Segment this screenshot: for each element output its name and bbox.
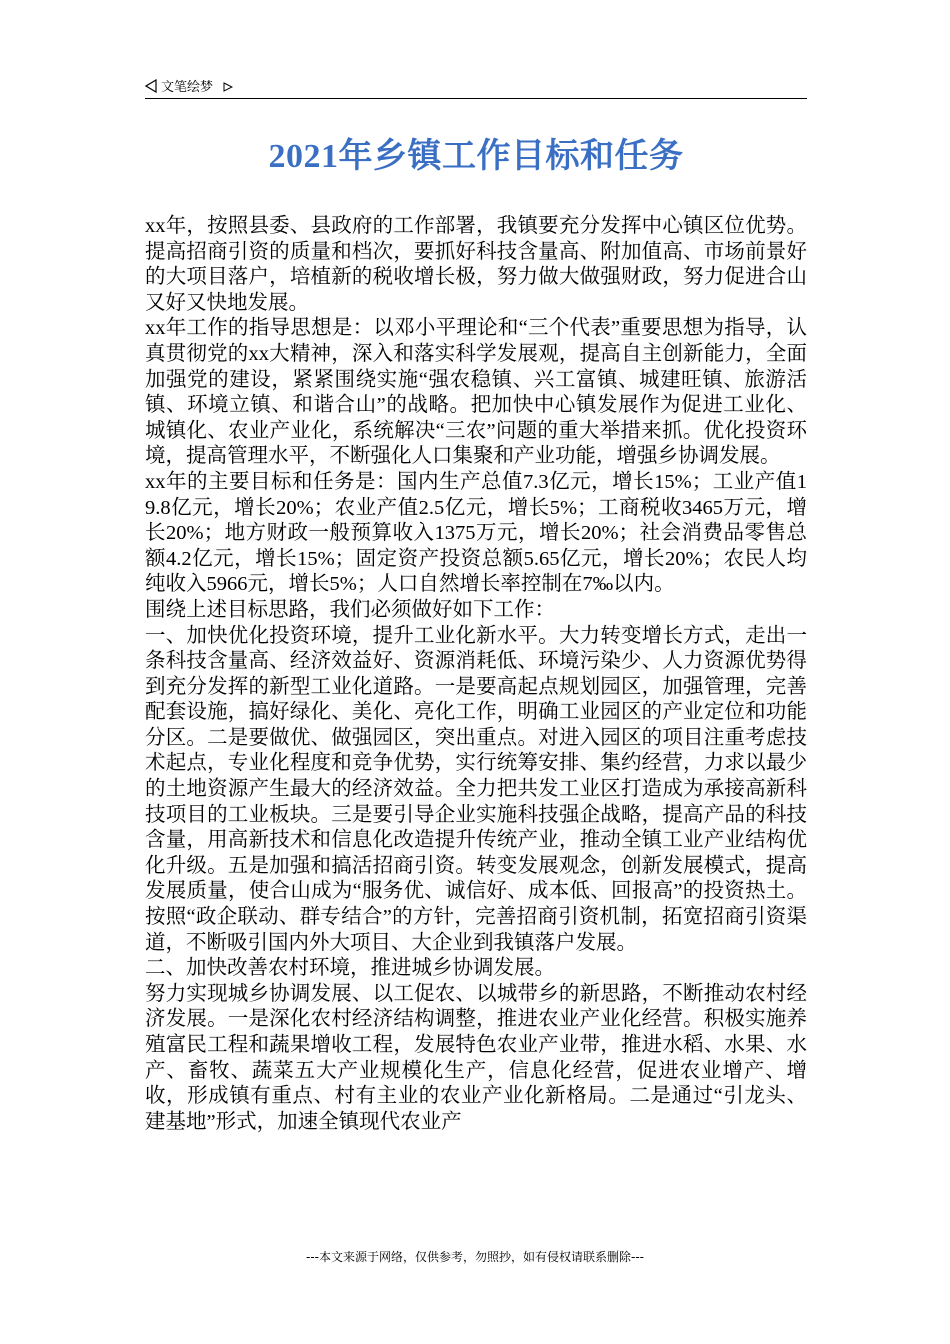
triangle-left-icon bbox=[145, 79, 157, 93]
paragraph: 努力实现城乡协调发展、以工促农、以城带乡的新思路，不断推动农村经济发展。一是深化农村经济结构调整，推进农业产业化经营。积极实施养殖富民工程和蔬果增收工程，发展特色农业产业带，推进水稻、水果、水产、畜牧、蔬菜五大产业规模化生产，信息化经营，促进农业增产、增收，形成镇有重点、村有主业的农业产业化新格局。二是通过“引龙头、建基地”形式，加速全镇现代农业产 bbox=[145, 982, 807, 1133]
paragraph: xx年，按照县委、县政府的工作部署，我镇要充分发挥中心镇区位优势。提高招商引资的质量和档次，要抓好科技含量高、附加值高、市场前景好的大项目落户，培植新的税收增长极，努力做大做强财政，努力促进合山又好又快地发展。 bbox=[145, 215, 807, 314]
paragraph: xx年的主要目标和任务是：国内生产总值7.3亿元，增长15%；工业产值19.8亿元，增长20%；农业产值2.5亿元，增长5%；工商税收3465万元，增长20%；地方财政一般预算收入1375万元，增长20%；社会消费品零售总额4.2亿元，增长15%；固定资产投资总额5.65亿元，增长20%；农民人均纯收入5966元，增长5%；人口自然增长率控制在7‰以内。 bbox=[145, 470, 807, 596]
document-body bbox=[145, 214, 807, 1135]
page-footer: ---本文来源于网络，仅供参考，勿照抄，如有侵权请联系删除--- bbox=[306, 1250, 644, 1264]
brand-text: 文笔绘梦 bbox=[161, 80, 214, 95]
document-title: 2021年乡镇工作目标和任务 bbox=[268, 138, 684, 175]
paragraph: 二、加快改善农村环境，推进城乡协调发展。 bbox=[145, 957, 555, 980]
page-header bbox=[145, 72, 807, 99]
paragraph: 一、加快优化投资环境，提升工业化新水平。大力转变增长方式，走出一条科技含量高、经济效益好、资源消耗低、环境污染少、人力资源优势得到充分发挥的新型工业化道路。一是要高起点规划园区，加强管理，完善配套设施，搞好绿化、美化、亮化工作，明确工业园区的产业定位和功能分区。二是要做优、做强园区，突出重点。对进入园区的项目注重考虑技术起点，专业化程度和竞争优势，实行统筹安排、集约经营，力求以最少的土地资源产生最大的经济效益。全力把共发工业区打造成为承接高新科技项目的工业板块。三是要引导企业实施科技强企战略，提高产品的科技含量，用高新技术和信息化改造提升传统产业，推动全镇工业产业结构优化升级。五是加强和搞活招商引资。转变发展观念，创新发展模式，提高发展质量，使合山成为“服务优、诚信好、成本低、回报高”的投资热土。按照“政企联动、群专结合”的方针，完善招商引资机制，拓宽招商引资渠道，不断吸引国内外大项目、大企业到我镇落户发展。 bbox=[145, 624, 807, 954]
header-brand bbox=[145, 76, 233, 95]
paragraph: xx年工作的指导思想是：以邓小平理论和“三个代表”重要思想为指导，认真贯彻党的xx大精神，深入和落实科学发展观，提高自主创新能力，全面加强党的建设，紧紧围绕实施“强农稳镇、兴工富镇、城建旺镇、旅游活镇、环境立镇、和谐合山”的战略。把加快中心镇发展作为促进工业化、城镇化、农业产业化，系统解决“三农”问题的重大举措来抓。优化投资环境，提高管理水平，不断强化人口集聚和产业功能，增强乡协调发展。 bbox=[145, 317, 807, 468]
triangle-right-icon bbox=[223, 81, 233, 91]
paragraph: 围绕上述目标思路，我们必须做好如下工作： bbox=[145, 598, 555, 621]
